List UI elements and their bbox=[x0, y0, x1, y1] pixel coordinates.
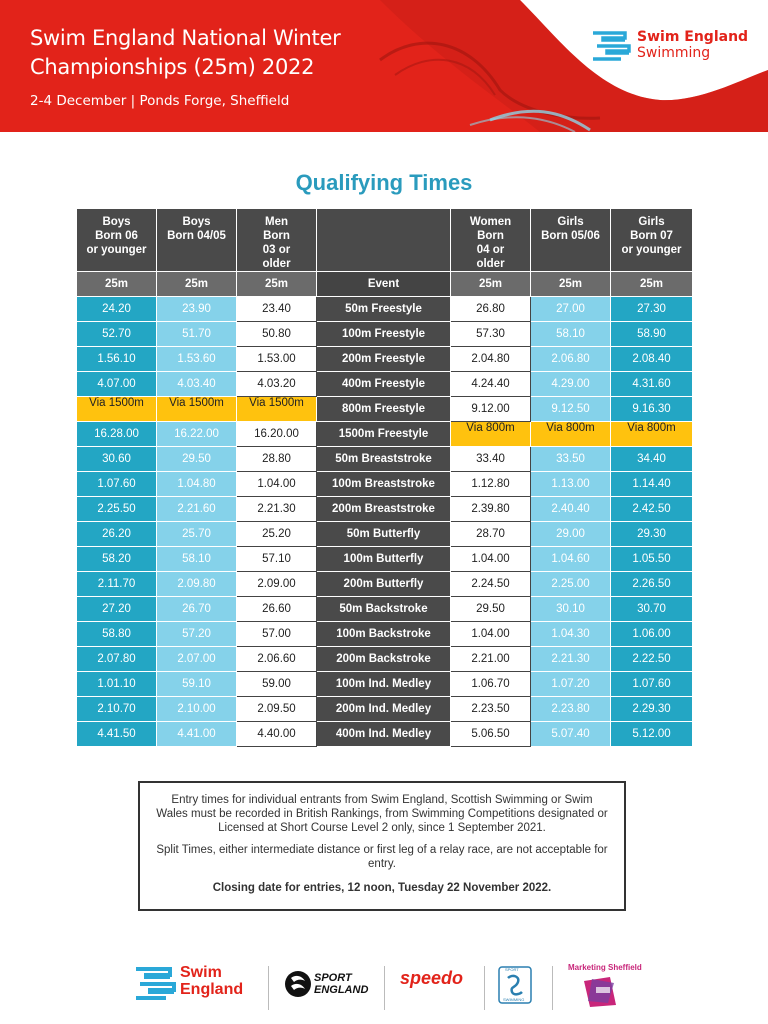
event-name-cell: 50m Breaststroke bbox=[317, 447, 451, 472]
qualifying-time-cell: 59.10 bbox=[157, 672, 237, 697]
qualifying-time-cell: 4.07.00 bbox=[77, 372, 157, 397]
pool-length-header: 25m bbox=[531, 272, 611, 297]
qualifying-time-cell: 1.53.00 bbox=[237, 347, 317, 372]
qualifying-time-cell: 1.53.60 bbox=[157, 347, 237, 372]
event-name-cell: 200m Freestyle bbox=[317, 347, 451, 372]
qualifying-time-cell: 4.40.00 bbox=[237, 722, 317, 747]
qualifying-time-cell: 52.70 bbox=[77, 322, 157, 347]
qualifying-time-cell: Via 1500m bbox=[157, 397, 237, 422]
qualifying-time-cell: 50.80 bbox=[237, 322, 317, 347]
qualifying-time-cell: 57.30 bbox=[451, 322, 531, 347]
footer-ponds-forge-logo bbox=[498, 966, 532, 1009]
qualifying-time-cell: 4.41.50 bbox=[77, 722, 157, 747]
qualifying-time-cell: 29.50 bbox=[451, 597, 531, 622]
pool-length-header: 25m bbox=[451, 272, 531, 297]
column-header bbox=[451, 209, 531, 272]
qualifying-time-cell: 5.12.00 bbox=[611, 722, 693, 747]
table-header-row bbox=[77, 209, 693, 272]
sheffield-city-trust-icon bbox=[582, 975, 622, 1009]
table-row bbox=[77, 297, 693, 322]
qualifying-time-cell: 1.04.00 bbox=[451, 622, 531, 647]
footer-marketing-sheffield-logo bbox=[568, 963, 642, 972]
qualifying-time-cell: 1.04.30 bbox=[531, 622, 611, 647]
column-header-line: Born 06 bbox=[95, 230, 138, 242]
qualifying-time-cell: 1.04.00 bbox=[451, 547, 531, 572]
column-header-line: or younger bbox=[621, 244, 682, 256]
qualifying-time-cell: 29.30 bbox=[611, 522, 693, 547]
footer-divider bbox=[268, 966, 269, 1010]
table-row bbox=[77, 372, 693, 397]
qualifying-time-cell: 2.23.80 bbox=[531, 697, 611, 722]
footer-divider bbox=[552, 966, 553, 1010]
table-body bbox=[77, 297, 693, 747]
event-name-cell: 800m Freestyle bbox=[317, 397, 451, 422]
qualifying-time-cell: Via 800m bbox=[451, 422, 531, 447]
qualifying-time-cell: 9.12.50 bbox=[531, 397, 611, 422]
column-header-line: older bbox=[476, 258, 505, 270]
logo-line2: Swimming bbox=[637, 45, 711, 61]
qualifying-time-cell: 58.20 bbox=[77, 547, 157, 572]
qualifying-time-cell: 23.90 bbox=[157, 297, 237, 322]
column-header-line: Girls bbox=[638, 216, 665, 228]
column-header-line: Born 07 bbox=[630, 230, 673, 242]
qualifying-time-cell: 57.10 bbox=[237, 547, 317, 572]
qualifying-time-cell: 2.11.70 bbox=[77, 572, 157, 597]
qualifying-time-cell: 57.20 bbox=[157, 622, 237, 647]
column-header-line: Born 05/06 bbox=[541, 230, 600, 242]
qualifying-time-cell: 59.00 bbox=[237, 672, 317, 697]
qualifying-time-cell: 2.25.50 bbox=[77, 497, 157, 522]
qualifying-time-cell: 30.60 bbox=[77, 447, 157, 472]
note-closing-date: Closing date for entries, 12 noon, Tuesday 22 November 2022. bbox=[212, 882, 552, 894]
qualifying-time-cell: 26.80 bbox=[451, 297, 531, 322]
column-header-line: or younger bbox=[86, 244, 147, 256]
column-header-line: 03 or bbox=[262, 244, 291, 256]
footer-swim-england-logo bbox=[134, 964, 244, 1005]
qualifying-time-cell: 29.00 bbox=[531, 522, 611, 547]
qualifying-time-cell: 27.20 bbox=[77, 597, 157, 622]
qualifying-time-cell: 2.08.40 bbox=[611, 347, 693, 372]
qualifying-time-cell: 2.21.00 bbox=[451, 647, 531, 672]
qualifying-time-cell: 30.70 bbox=[611, 597, 693, 622]
qualifying-time-cell: Via 1500m bbox=[77, 397, 157, 422]
qualifying-time-cell: 2.04.80 bbox=[451, 347, 531, 372]
pool-length-header: 25m bbox=[237, 272, 317, 297]
qualifying-time-cell: Via 800m bbox=[531, 422, 611, 447]
table-row bbox=[77, 722, 693, 747]
qualifying-time-cell: 27.00 bbox=[531, 297, 611, 322]
sport-england-line2: ENGLAND bbox=[314, 984, 369, 996]
qualifying-time-cell: 1.07.60 bbox=[77, 472, 157, 497]
footer-swim-text: Swim bbox=[180, 964, 222, 981]
event-name-cell: 200m Ind. Medley bbox=[317, 697, 451, 722]
footer-divider bbox=[484, 966, 485, 1010]
event-name-cell: 100m Freestyle bbox=[317, 322, 451, 347]
qualifying-time-cell: 28.70 bbox=[451, 522, 531, 547]
table-row bbox=[77, 422, 693, 447]
column-header-line: Men bbox=[265, 216, 288, 228]
qualifying-time-cell: 1.14.40 bbox=[611, 472, 693, 497]
logo-line1: Swim England bbox=[637, 29, 749, 45]
qualifying-time-cell: 1.01.10 bbox=[77, 672, 157, 697]
qualifying-time-cell: 1.07.20 bbox=[531, 672, 611, 697]
banner-title-line1: Swim England National Winter bbox=[30, 26, 341, 50]
ponds-forge-bottom-text: SWIMMING bbox=[503, 997, 525, 1002]
column-header bbox=[531, 209, 611, 272]
column-header bbox=[157, 209, 237, 272]
qualifying-time-cell: 58.90 bbox=[611, 322, 693, 347]
banner-title-line2: Championships (25m) 2022 bbox=[30, 55, 315, 79]
column-header-line: 04 or bbox=[476, 244, 505, 256]
event-name-cell: 100m Backstroke bbox=[317, 622, 451, 647]
column-header bbox=[77, 209, 157, 272]
qualifying-time-cell: 1.07.60 bbox=[611, 672, 693, 697]
table-row bbox=[77, 322, 693, 347]
footer-sport-england-logo bbox=[284, 968, 369, 1005]
qualifying-time-cell: 2.23.50 bbox=[451, 697, 531, 722]
table-row bbox=[77, 622, 693, 647]
header-banner bbox=[0, 0, 768, 132]
qualifying-time-cell: 2.10.70 bbox=[77, 697, 157, 722]
qualifying-time-cell: 26.60 bbox=[237, 597, 317, 622]
swim-england-waves-icon bbox=[591, 28, 631, 62]
qualifying-time-cell: 27.30 bbox=[611, 297, 693, 322]
pool-length-header: 25m bbox=[157, 272, 237, 297]
qualifying-time-cell: 5.06.50 bbox=[451, 722, 531, 747]
table-subheader-row bbox=[77, 272, 693, 297]
qualifying-time-cell: 2.07.80 bbox=[77, 647, 157, 672]
pool-length-header: 25m bbox=[611, 272, 693, 297]
qualifying-time-cell: 30.10 bbox=[531, 597, 611, 622]
qualifying-time-cell: 2.09.00 bbox=[237, 572, 317, 597]
note-entry-times: Entry times for individual entrants from Swim England, Scottish Swimming or Swim Wales must be recorded in British Rankings, from Swimming Competitions designated or Licensed at Short Course Level 2 only, since 1 September 2021. bbox=[156, 794, 608, 834]
event-name-cell: 1500m Freestyle bbox=[317, 422, 451, 447]
qualifying-time-cell: 2.42.50 bbox=[611, 497, 693, 522]
table-row bbox=[77, 672, 693, 697]
event-name-cell: 100m Ind. Medley bbox=[317, 672, 451, 697]
qualifying-time-cell: 2.26.50 bbox=[611, 572, 693, 597]
table-row bbox=[77, 522, 693, 547]
qualifying-time-cell: 4.03.20 bbox=[237, 372, 317, 397]
event-name-cell: 50m Freestyle bbox=[317, 297, 451, 322]
qualifying-time-cell: 23.40 bbox=[237, 297, 317, 322]
column-header-line: Born 04/05 bbox=[167, 230, 226, 242]
qualifying-time-cell: 33.50 bbox=[531, 447, 611, 472]
qualifying-time-cell: Via 1500m bbox=[237, 397, 317, 422]
qualifying-time-cell: 9.16.30 bbox=[611, 397, 693, 422]
qualifying-time-cell: 2.22.50 bbox=[611, 647, 693, 672]
qualifying-time-cell: 1.05.50 bbox=[611, 547, 693, 572]
qualifying-time-cell: 1.04.80 bbox=[157, 472, 237, 497]
footer-divider bbox=[384, 966, 385, 1010]
qualifying-time-cell: 1.56.10 bbox=[77, 347, 157, 372]
qualifying-time-cell: 26.20 bbox=[77, 522, 157, 547]
qualifying-time-cell: 26.70 bbox=[157, 597, 237, 622]
footer-england-text: England bbox=[180, 981, 244, 998]
table-row bbox=[77, 447, 693, 472]
qualifying-time-cell: 2.06.60 bbox=[237, 647, 317, 672]
table-row bbox=[77, 647, 693, 672]
qualifying-time-cell: 28.80 bbox=[237, 447, 317, 472]
swim-england-waves-icon bbox=[134, 964, 178, 1000]
qualifying-time-cell: 2.21.30 bbox=[531, 647, 611, 672]
qualifying-time-cell: 2.06.80 bbox=[531, 347, 611, 372]
event-column-header: Event bbox=[317, 272, 451, 297]
sport-england-line1: SPORT bbox=[314, 972, 352, 984]
qualifying-time-cell: 5.07.40 bbox=[531, 722, 611, 747]
note-split-times: Split Times, either intermediate distance or first leg of a relay race, are not acceptable for entry. bbox=[156, 844, 608, 870]
table-row bbox=[77, 597, 693, 622]
qualifying-time-cell: 4.03.40 bbox=[157, 372, 237, 397]
header-blank bbox=[317, 209, 451, 272]
qualifying-time-cell: Via 800m bbox=[611, 422, 693, 447]
qualifying-time-cell: 2.07.00 bbox=[157, 647, 237, 672]
qualifying-time-cell: 2.25.00 bbox=[531, 572, 611, 597]
table-row bbox=[77, 697, 693, 722]
entry-notes-box bbox=[138, 781, 626, 911]
qualifying-time-cell: 24.20 bbox=[77, 297, 157, 322]
qualifying-time-cell: 34.40 bbox=[611, 447, 693, 472]
qualifying-time-cell: 25.20 bbox=[237, 522, 317, 547]
qualifying-time-cell: 2.39.80 bbox=[451, 497, 531, 522]
qualifying-time-cell: 2.40.40 bbox=[531, 497, 611, 522]
qualifying-time-cell: 1.06.00 bbox=[611, 622, 693, 647]
table-row bbox=[77, 547, 693, 572]
column-header-line: older bbox=[262, 258, 291, 270]
qualifying-time-cell: 58.80 bbox=[77, 622, 157, 647]
table-row bbox=[77, 472, 693, 497]
event-name-cell: 400m Ind. Medley bbox=[317, 722, 451, 747]
qualifying-times-table bbox=[76, 208, 693, 747]
qualifying-time-cell: 1.06.70 bbox=[451, 672, 531, 697]
column-header bbox=[237, 209, 317, 272]
qualifying-time-cell: 1.04.60 bbox=[531, 547, 611, 572]
page-title: Qualifying Times bbox=[295, 170, 473, 195]
qualifying-time-cell: 1.04.00 bbox=[237, 472, 317, 497]
banner-title bbox=[30, 24, 370, 82]
qualifying-time-cell: 57.00 bbox=[237, 622, 317, 647]
qualifying-time-cell: 4.31.60 bbox=[611, 372, 693, 397]
marketing-sheffield-caption: Marketing Sheffield bbox=[568, 963, 642, 972]
column-header-line: Boys bbox=[182, 216, 211, 228]
qualifying-time-cell: 16.28.00 bbox=[77, 422, 157, 447]
qualifying-time-cell: 2.29.30 bbox=[611, 697, 693, 722]
qualifying-time-cell: 2.09.80 bbox=[157, 572, 237, 597]
qualifying-time-cell: 25.70 bbox=[157, 522, 237, 547]
event-name-cell: 50m Butterfly bbox=[317, 522, 451, 547]
qualifying-time-cell: 4.41.00 bbox=[157, 722, 237, 747]
pool-length-header: 25m bbox=[77, 272, 157, 297]
qualifying-time-cell: 4.24.40 bbox=[451, 372, 531, 397]
event-name-cell: 100m Butterfly bbox=[317, 547, 451, 572]
column-header-line: Boys bbox=[102, 216, 131, 228]
table-row bbox=[77, 497, 693, 522]
event-name-cell: 200m Butterfly bbox=[317, 572, 451, 597]
qualifying-time-cell: 33.40 bbox=[451, 447, 531, 472]
qualifying-time-cell: 1.12.80 bbox=[451, 472, 531, 497]
column-header-line: Women bbox=[469, 216, 512, 228]
qualifying-time-cell: 2.21.30 bbox=[237, 497, 317, 522]
ponds-forge-top-text: SPORT bbox=[505, 967, 519, 972]
event-name-cell: 100m Breaststroke bbox=[317, 472, 451, 497]
qualifying-time-cell: 2.24.50 bbox=[451, 572, 531, 597]
event-name-cell: 200m Breaststroke bbox=[317, 497, 451, 522]
qualifying-time-cell: 2.21.60 bbox=[157, 497, 237, 522]
qualifying-time-cell: 16.22.00 bbox=[157, 422, 237, 447]
banner-subtitle: 2-4 December | Ponds Forge, Sheffield bbox=[30, 93, 290, 109]
table-row bbox=[77, 572, 693, 597]
footer-speedo-logo: speedo bbox=[400, 968, 464, 988]
column-header-line: Girls bbox=[557, 216, 584, 228]
qualifying-time-cell: 51.70 bbox=[157, 322, 237, 347]
qualifying-time-cell: 4.29.00 bbox=[531, 372, 611, 397]
column-header-line: Born bbox=[477, 230, 504, 242]
qualifying-time-cell: 58.10 bbox=[157, 547, 237, 572]
qualifying-time-cell: 58.10 bbox=[531, 322, 611, 347]
qualifying-time-cell: 2.09.50 bbox=[237, 697, 317, 722]
qualifying-time-cell: 2.10.00 bbox=[157, 697, 237, 722]
table-row bbox=[77, 397, 693, 422]
table-row bbox=[77, 347, 693, 372]
event-name-cell: 200m Backstroke bbox=[317, 647, 451, 672]
sport-england-emblem-icon bbox=[284, 968, 312, 1000]
column-header-line: Born bbox=[263, 230, 290, 242]
qualifying-time-cell: 9.12.00 bbox=[451, 397, 531, 422]
qualifying-time-cell: 1.13.00 bbox=[531, 472, 611, 497]
event-name-cell: 50m Backstroke bbox=[317, 597, 451, 622]
qualifying-time-cell: 29.50 bbox=[157, 447, 237, 472]
event-name-cell: 400m Freestyle bbox=[317, 372, 451, 397]
column-header bbox=[611, 209, 693, 272]
qualifying-time-cell: 16.20.00 bbox=[237, 422, 317, 447]
